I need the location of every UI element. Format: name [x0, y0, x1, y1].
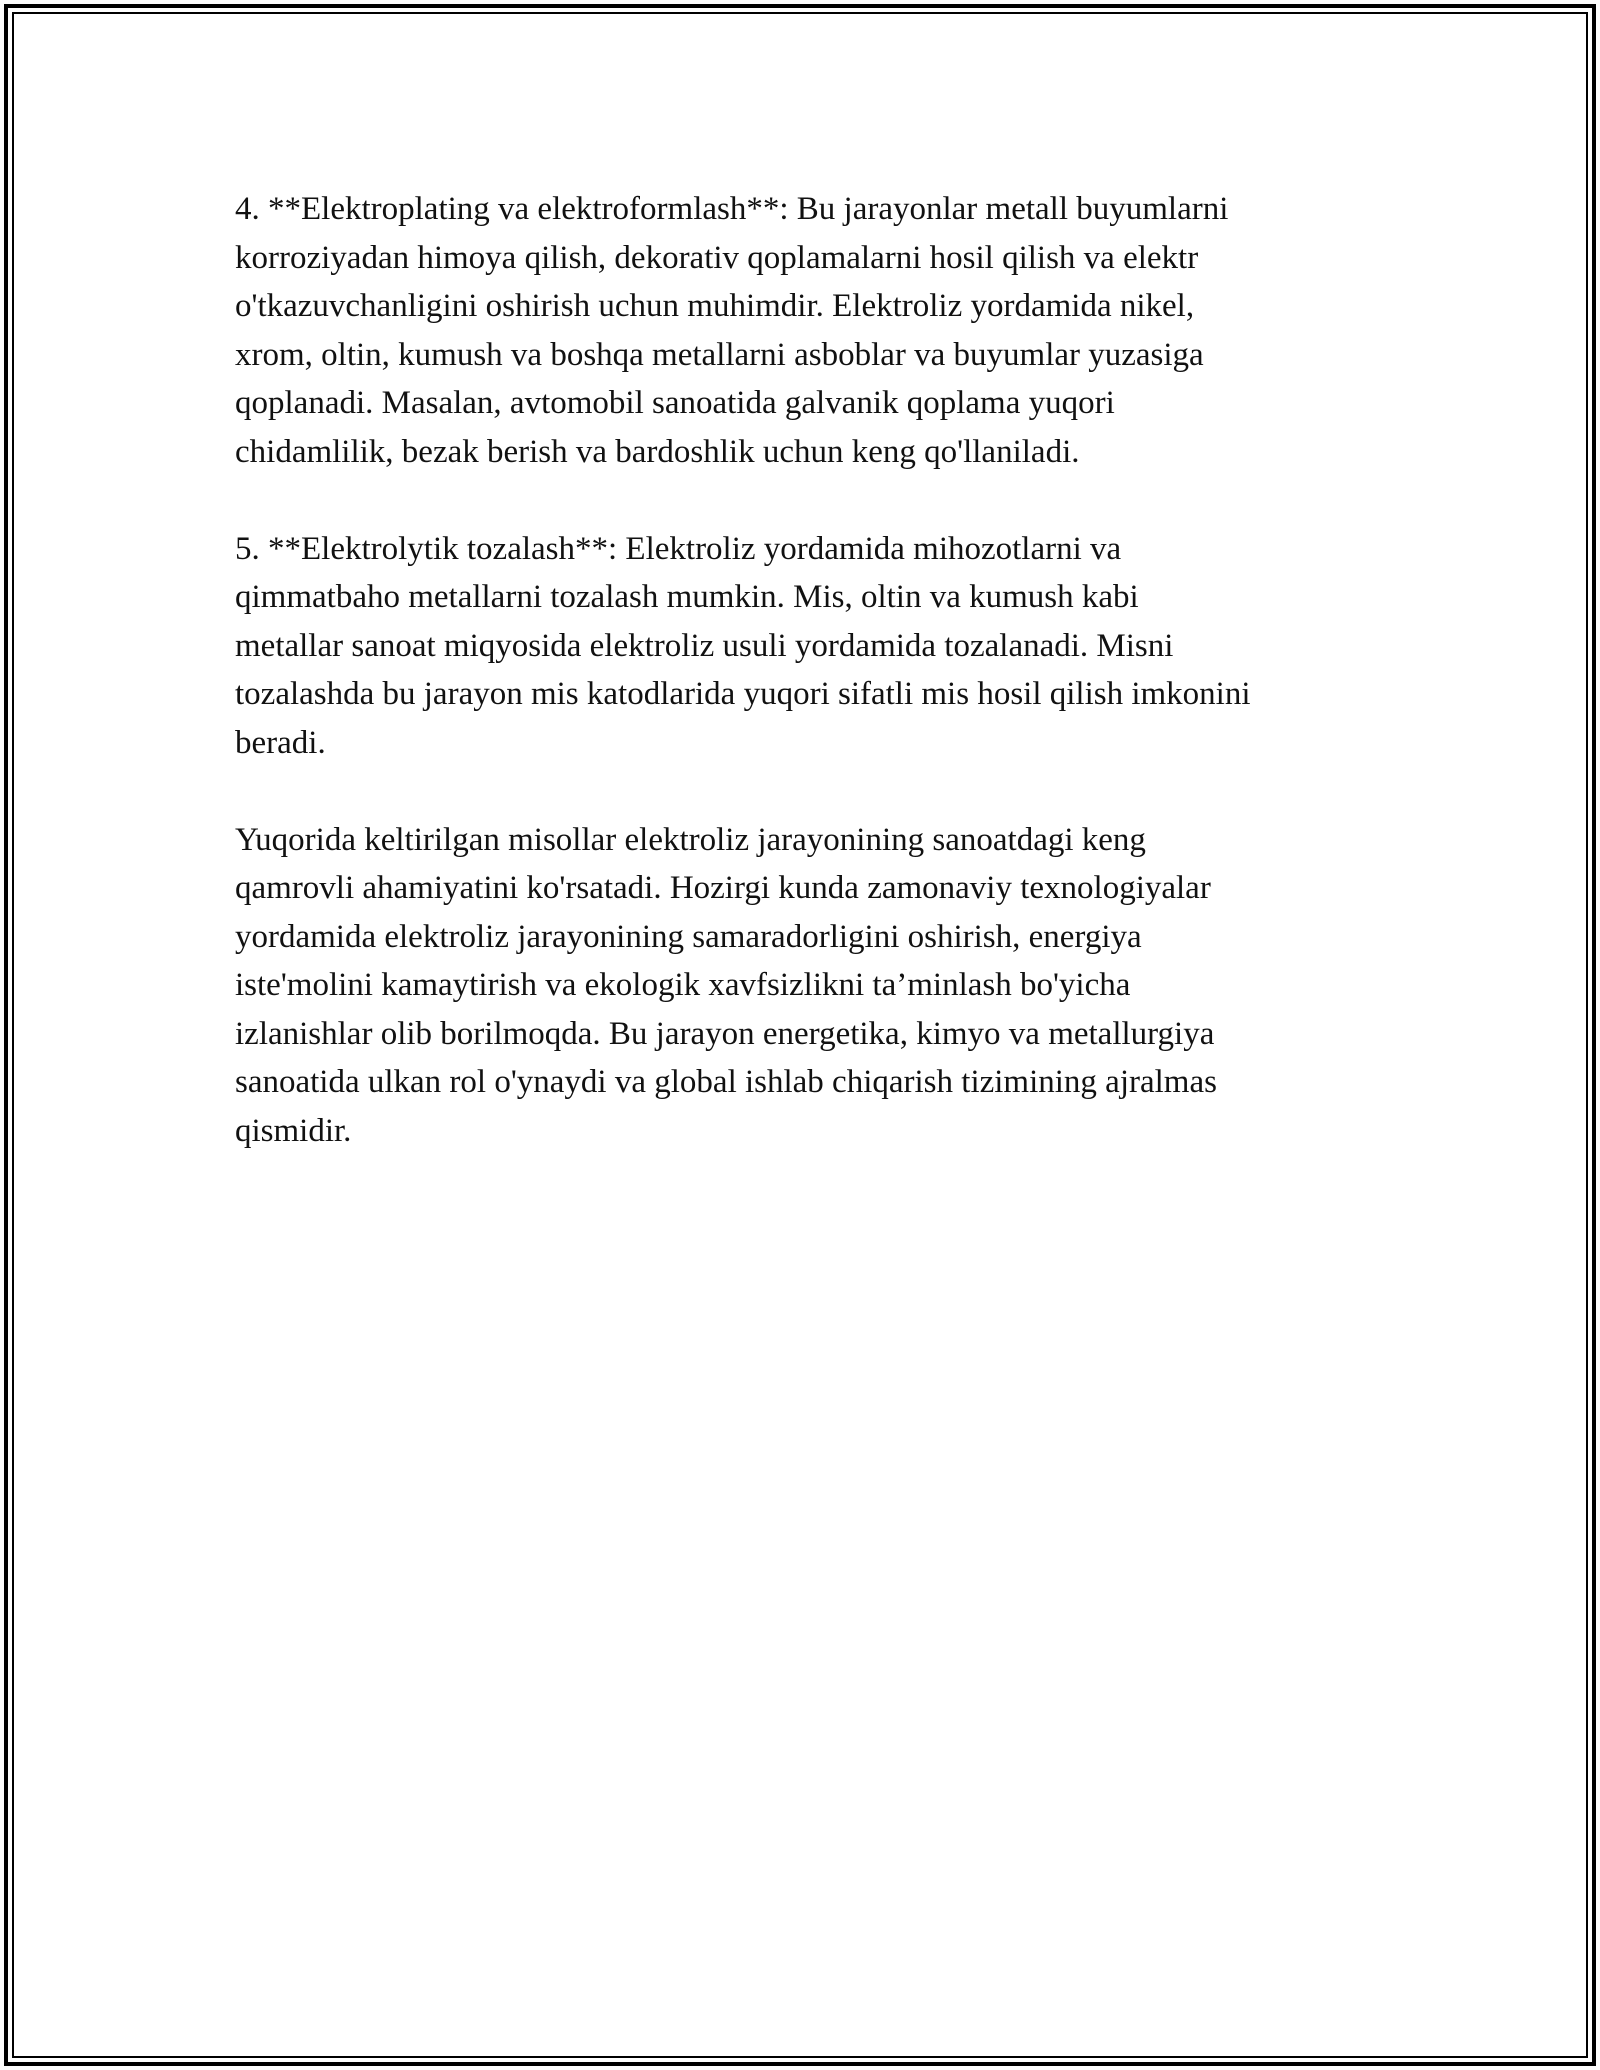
paragraph-conclusion: Yuqorida keltirilgan misollar elektroliz jarayonining sanoatdagi keng qamrovli ahamiyatini ko'rsatadi. Hozirgi kunda zamonaviy texnologiyalar yordamida elektroliz jarayonining samaradorligini oshirish, energiya iste'molini kamaytirish va ekologik xavfsizlikni ta’minlash bo'yicha izlanishlar olib borilmoqda. Bu jarayon energetika, kimyo va metallurgiya sanoatida ulkan rol o'ynaydi va global ishlab chiqarish tizimining ajralmas qismidir. — [235, 821, 1217, 1149]
document-body — [235, 185, 1375, 1204]
paragraph-electroplating: 4. **Elektroplating va elektroformlash**: Bu jarayonlar metall buyumlarni korroziyadan himoya qilish, dekorativ qoplamalarni hosil qilish va elektr o'tkazuvchanligini oshirish uchun muhimdir. Elektroliz yordamida nikel, xrom, oltin, kumush va boshqa metallarni asboblar va buyumlar yuzasiga qoplanadi. Masalan, avtomobil sanoatida galvanik qoplama yuqori chidamlilik, bezak berish va bardoshlik uchun keng qo'llaniladi. — [235, 191, 1229, 470]
paragraph-electrolytic-refining: 5. **Elektrolytik tozalash**: Elektroliz yordamida mihozotlarni va qimmatbaho metallarni tozalash mumkin. Mis, oltin va kumush kabi metallar sanoat miqyosida elektroliz usuli yordamida tozalanadi. Misni tozalashda bu jarayon mis katodlarida yuqori sifatli mis hosil qilish imkonini beradi. — [235, 530, 1251, 761]
